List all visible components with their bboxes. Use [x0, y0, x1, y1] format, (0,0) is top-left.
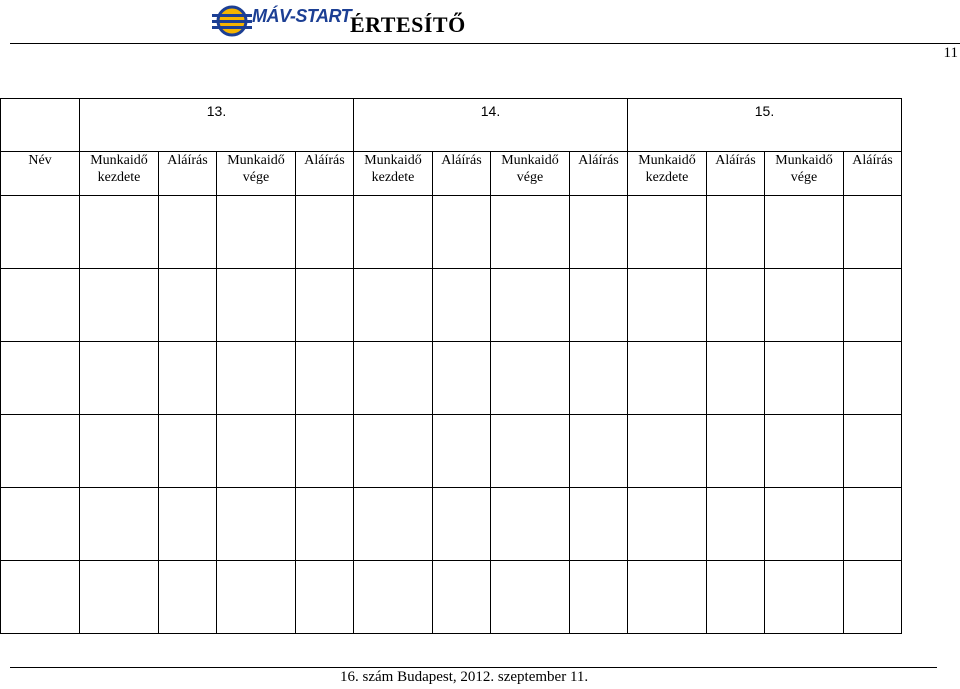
table-cell[interactable] [1, 269, 80, 342]
page-number: 11 [943, 45, 958, 61]
table-cell[interactable] [217, 488, 296, 561]
table-row [1, 269, 902, 342]
header-line: Munkaidő [638, 153, 696, 168]
train-wheel-icon [212, 4, 252, 38]
table-cell[interactable] [80, 488, 159, 561]
column-header-end [765, 152, 844, 196]
table-cell[interactable] [433, 342, 491, 415]
table-cell[interactable] [433, 488, 491, 561]
table-cell[interactable] [765, 488, 844, 561]
footer-issue-info: 16. szám Budapest, 2012. szeptember 11. [340, 669, 589, 685]
table-cell[interactable] [844, 342, 902, 415]
table-cell[interactable] [628, 342, 707, 415]
header-line: vége [242, 170, 270, 185]
table-cell[interactable] [765, 561, 844, 634]
table-cell[interactable] [296, 561, 354, 634]
column-header-start [80, 152, 159, 196]
table-cell[interactable] [628, 415, 707, 488]
table-cell[interactable] [80, 415, 159, 488]
table-cell[interactable] [844, 196, 902, 269]
column-header-end [217, 152, 296, 196]
header-line: Munkaidő [501, 153, 559, 168]
table-row [1, 488, 902, 561]
header-divider [10, 43, 960, 44]
day-header-row [1, 99, 902, 152]
column-header-signature: Aláírás [570, 152, 628, 196]
table-cell[interactable] [628, 561, 707, 634]
table-cell[interactable] [707, 415, 765, 488]
day-label: 14. [354, 99, 628, 152]
table-cell[interactable] [217, 269, 296, 342]
table-cell[interactable] [707, 342, 765, 415]
table-cell[interactable] [491, 342, 570, 415]
table-cell[interactable] [844, 561, 902, 634]
table-cell[interactable] [765, 196, 844, 269]
table-cell[interactable] [354, 488, 433, 561]
table-cell[interactable] [491, 488, 570, 561]
table-cell[interactable] [296, 415, 354, 488]
header-line: vége [790, 170, 818, 185]
table-cell[interactable] [433, 561, 491, 634]
table-cell[interactable] [159, 415, 217, 488]
table-cell[interactable] [159, 342, 217, 415]
table-cell[interactable] [433, 269, 491, 342]
table-cell[interactable] [570, 196, 628, 269]
mav-start-logo [212, 4, 352, 40]
header-line: kezdete [371, 170, 415, 185]
table-cell[interactable] [296, 269, 354, 342]
table-cell[interactable] [80, 196, 159, 269]
table-cell[interactable] [80, 269, 159, 342]
table-cell[interactable] [159, 488, 217, 561]
day-label: 15. [628, 99, 902, 152]
table-cell[interactable] [765, 415, 844, 488]
table-row [1, 415, 902, 488]
attendance-table [0, 98, 902, 634]
table-cell[interactable] [707, 561, 765, 634]
table-cell[interactable] [80, 561, 159, 634]
table-row [1, 196, 902, 269]
table-row [1, 561, 902, 634]
table-cell[interactable] [491, 561, 570, 634]
table-cell[interactable] [433, 196, 491, 269]
table-cell[interactable] [765, 342, 844, 415]
table-cell[interactable] [570, 488, 628, 561]
page-header [0, 0, 960, 61]
logo-text: MÁV-START [252, 6, 352, 26]
table-cell[interactable] [844, 488, 902, 561]
table-cell[interactable] [1, 196, 80, 269]
table-cell[interactable] [1, 488, 80, 561]
table-cell[interactable] [433, 415, 491, 488]
header-line: kezdete [645, 170, 689, 185]
column-header-signature: Aláírás [296, 152, 354, 196]
header-line: Munkaidő [227, 153, 285, 168]
table-cell[interactable] [354, 561, 433, 634]
table-cell[interactable] [707, 196, 765, 269]
day-label: 13. [80, 99, 354, 152]
table-cell[interactable] [570, 342, 628, 415]
table-cell[interactable] [1, 561, 80, 634]
footer-divider [10, 667, 937, 668]
table-cell[interactable] [707, 269, 765, 342]
table-cell[interactable] [217, 561, 296, 634]
column-header-name: Név [1, 152, 80, 196]
table-cell[interactable] [159, 561, 217, 634]
header-line: vége [516, 170, 544, 185]
table-cell[interactable] [765, 269, 844, 342]
table-cell[interactable] [354, 196, 433, 269]
column-header-start [628, 152, 707, 196]
header-line: Munkaidő [90, 153, 148, 168]
table-cell[interactable] [844, 269, 902, 342]
table-cell[interactable] [159, 196, 217, 269]
table-cell[interactable] [354, 415, 433, 488]
table-cell[interactable] [570, 561, 628, 634]
column-header-signature: Aláírás [433, 152, 491, 196]
column-header-start [354, 152, 433, 196]
table-cell[interactable] [296, 196, 354, 269]
header-line: Munkaidő [775, 153, 833, 168]
table-cell[interactable] [217, 196, 296, 269]
table-cell[interactable] [354, 342, 433, 415]
table-cell[interactable] [1, 415, 80, 488]
table-cell[interactable] [159, 269, 217, 342]
header-line: kezdete [97, 170, 141, 185]
table-cell[interactable] [296, 488, 354, 561]
table-cell[interactable] [628, 269, 707, 342]
table-row [1, 342, 902, 415]
table-cell[interactable] [628, 196, 707, 269]
table-cell[interactable] [1, 342, 80, 415]
table-cell[interactable] [628, 488, 707, 561]
name-column-spacer [1, 99, 80, 152]
table-cell[interactable] [80, 342, 159, 415]
column-header-signature: Aláírás [159, 152, 217, 196]
header-line: Munkaidő [364, 153, 422, 168]
column-header-signature: Aláírás [707, 152, 765, 196]
column-header-signature: Aláírás [844, 152, 902, 196]
column-header-end [491, 152, 570, 196]
table-cell[interactable] [354, 269, 433, 342]
table-cell[interactable] [217, 342, 296, 415]
column-header-row [1, 152, 902, 196]
table-cell[interactable] [491, 196, 570, 269]
table-cell[interactable] [296, 342, 354, 415]
table-cell[interactable] [491, 415, 570, 488]
table-cell[interactable] [570, 415, 628, 488]
page-title: ÉRTESÍTŐ [350, 12, 466, 37]
table-cell[interactable] [491, 269, 570, 342]
table-cell[interactable] [844, 415, 902, 488]
table-cell[interactable] [570, 269, 628, 342]
table-cell[interactable] [707, 488, 765, 561]
table-cell[interactable] [217, 415, 296, 488]
